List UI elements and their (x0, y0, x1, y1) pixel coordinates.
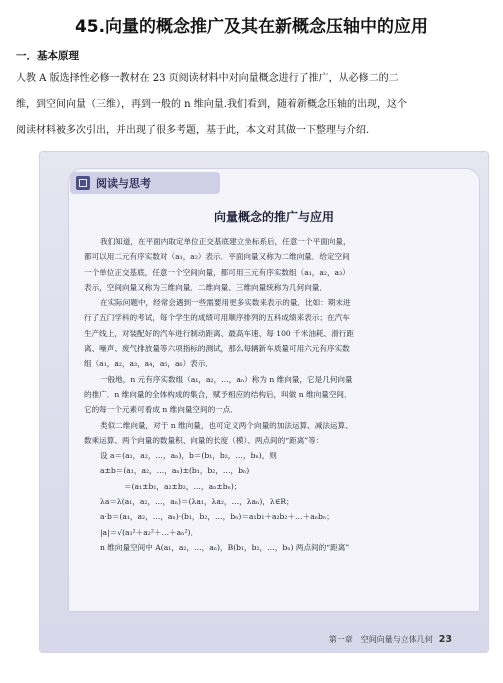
scan-line: 数乘运算、两个向量的数量积、向量的长度（模）、两点间的“距离”等： (84, 435, 324, 445)
intro-line: 维，到空间向量（三维），再到一般的 n 维向量.我们看到，随着新概念压轴的出现，这个 (16, 99, 407, 110)
scan-line: n 维向量空间中 A(a₁，a₂，…，aₙ)，B(b₁，b₂，…，bₙ) 两点间的“距离” (100, 542, 350, 552)
scan-line: 设 a＝(a₁，a₂，…，aₙ)，b＝(b₁，b₂，…，bₙ)，则 (100, 451, 277, 461)
section-heading: 一．基本原理 (16, 50, 79, 62)
scan-line: 离、噪声、废气排放量等六项指标的测试，那么每辆新车质量可用六元有序实数 (84, 344, 350, 354)
intro-line: 人教 A 版选择性必修一教材在 23 页阅读材料中对向量概念进行了推广，从必修二的二 (16, 73, 399, 84)
scan-line: λa＝λ(a₁，a₂，…，aₙ)＝(λa₁，λa₂，…，λaₙ)，λ∈R； (100, 497, 294, 507)
document-title: 45.向量的概念推广及其在新概念压轴中的应用 (74, 17, 429, 37)
scan-line: 一般地，n 元有序实数组（a₁，a₂，…，aₙ）称为 n 维向量，它是几何向量 (100, 374, 353, 384)
reading-tab-label: 阅读与思考 (96, 177, 151, 190)
page-number: 23 (438, 634, 452, 645)
scan-line: |a|＝√(a₁²＋a₂²＋…＋aₙ²)． (100, 527, 199, 537)
scan-line: 我们知道，在平面内取定单位正交基底建立坐标系后，任意一个平面向量， (100, 237, 351, 246)
page-footer (329, 634, 452, 645)
scan-line: 的推广．n 维向量的全体构成的集合，赋予相应的结构后，叫做 n 维向量空间． (84, 389, 352, 399)
scan-line: 类似二维向量，对于 n 维向量，也可定义两个向量的加法运算、减法运算、 (100, 420, 353, 430)
chapter-title: 第一章 空间向量与立体几何 (328, 635, 433, 644)
scan-line: 行了五门学科的考试，每个学生的成绩可用顺序排列的五科成绩来表示；在汽车 (84, 313, 350, 323)
scan-line: 生产线上，对装配好的汽车进行制动距离、最高车速、每 100 千米油耗、滑行距 (84, 328, 354, 338)
intro-paragraph (16, 66, 488, 144)
scan-line: a·b＝(a₁，a₂，…，aₙ)·(b₁，b₂，…，bₙ)＝a₁b₁＋a₂b₂＋…＋aₙbₙ； (100, 512, 334, 522)
scan-line: 一个单位正交基底，任意一个空间向量，都可用三元有序实数组（a₁，a₂，a₃） (84, 267, 350, 277)
scan-line: ＝(a₁±b₁，a₂±b₂，…，aₙ±bₙ)； (124, 481, 242, 491)
book-icon (76, 176, 90, 190)
scan-line: 它的每一个元素可看成 n 维向量空间的一点． (84, 405, 238, 415)
scan-line: 在实际问题中，经常会遇到一些需要用更多实数来表示的量．比如：期末进 (100, 298, 351, 308)
scan-line: 组（a₁，a₂，a₃，a₄，a₅，a₆）表示． (84, 359, 213, 369)
intro-line: 阅读材料被多次引出，并出现了很多考题，基于此，本文对其做一下整理与介绍. (16, 125, 370, 136)
textbook-scan-image (40, 152, 488, 652)
reading-box-body (84, 234, 468, 555)
scan-line: 表示，空间向量又称为三维向量．二维向量、三维向量统称为几何向量． (84, 282, 327, 292)
scan-line: a±b＝(a₁，a₂，…，aₙ)±(b₁，b₂，…，bₙ) (100, 466, 250, 476)
scan-line: 都可以用二元有序实数对（a₁，a₂）表示．平面向量又称为二维向量．给定空间 (84, 252, 350, 262)
reading-box-title: 向量概念的推广与应用 (213, 210, 334, 224)
